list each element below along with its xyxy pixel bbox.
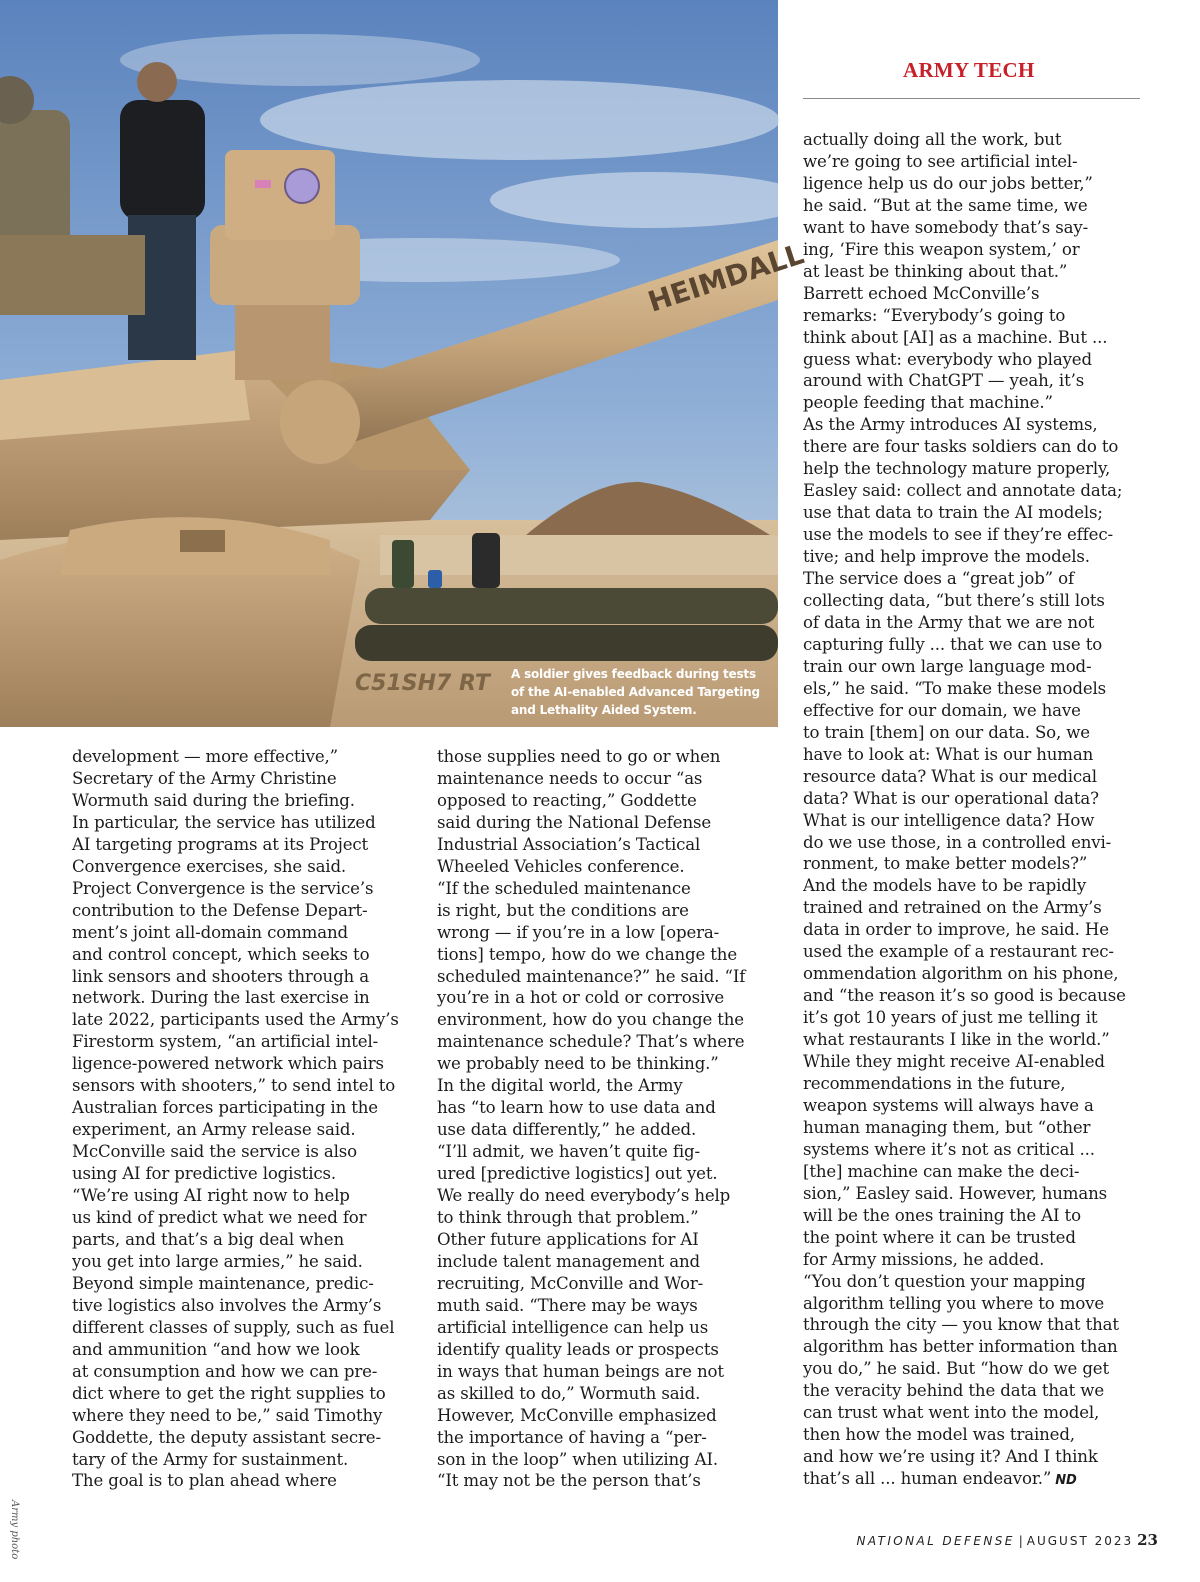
article-line: Wheeled Vehicles conference. (437, 856, 685, 876)
article-line: AI targeting programs at its Project (72, 834, 369, 854)
article-line: As the Army introduces AI systems, (803, 415, 1098, 435)
caption-line: A soldier gives feedback during tests (511, 667, 756, 681)
article-line: maintenance schedule? That’s where (437, 1032, 745, 1052)
article-line: algorithm has better information than (803, 1337, 1118, 1357)
article-line: around with ChatGPT — yeah, it’s (803, 371, 1085, 391)
article-line: Project Convergence is the service’s (72, 878, 374, 898)
article-line: can trust what went into the model, (803, 1403, 1100, 1423)
hull-marking: C51SH7 RT (355, 671, 490, 696)
article-line: link sensors and shooters through a (72, 966, 369, 986)
article-line: in ways that human beings are not (437, 1361, 724, 1381)
caption-line: and Lethality Aided System. (511, 703, 697, 717)
article-line: We really do need everybody’s help (437, 1186, 731, 1206)
article-line: McConville said the service is also (72, 1142, 358, 1162)
article-line: “We’re using AI right now to help (72, 1186, 350, 1206)
article-line: And the models have to be rapidly (803, 876, 1087, 896)
article-line: wrong — if you’re in a low [opera- (437, 922, 720, 942)
article-last-line (803, 1468, 1126, 1492)
article-line: son in the loop” when utilizing AI. (437, 1449, 719, 1469)
article-line: of data in the Army that we are not (803, 612, 1095, 632)
article-line: Goddette, the deputy assistant secre- (72, 1427, 381, 1447)
article-line: late 2022, participants used the Army’s (72, 1010, 399, 1030)
article-line: at consumption and how we can pre- (72, 1361, 378, 1381)
article-line: algorithm telling you where to move (803, 1293, 1105, 1313)
article-line: However, McConville emphasized (437, 1405, 717, 1425)
article-line: actually doing all the work, but (803, 130, 1062, 149)
article-line: ligence help us do our jobs better,” (803, 173, 1093, 193)
article-line: it’s got 10 years of just me telling it (803, 1008, 1098, 1028)
magazine-name: NATIONAL DEFENSE (856, 1534, 1015, 1548)
article-line: as skilled to do,” Wormuth said. (437, 1383, 701, 1403)
article-line: Australian forces participating in the (72, 1098, 378, 1118)
article-line: Secretary of the Army Christine (72, 768, 337, 788)
article-line: different classes of supply, such as fuel (72, 1317, 395, 1337)
article-line: and ammunition “and how we look (72, 1339, 360, 1359)
article-line: Other future applications for AI (437, 1229, 699, 1249)
article-line: you’re in a hot or cold or corrosive (437, 988, 725, 1008)
article-column-2 (437, 746, 745, 1492)
article-line: the veracity behind the data that we (803, 1381, 1105, 1401)
article-line: and how we’re using it? And I think (803, 1447, 1098, 1467)
article-line: What is our intelligence data? How (803, 810, 1095, 830)
article-line: The goal is to plan ahead where (72, 1471, 337, 1491)
article-line: collecting data, “but there’s still lots (803, 591, 1105, 611)
article-line: guess what: everybody who played (803, 349, 1092, 369)
article-line: experiment, an Army release said. (72, 1120, 356, 1140)
article-line: Industrial Association’s Tactical (437, 834, 701, 854)
barrel-marking: HEIMDALL (643, 237, 808, 319)
article-line: will be the ones training the AI to (803, 1205, 1081, 1225)
article-line: muth said. “There may be ways (437, 1295, 698, 1315)
article-line: we probably need to be thinking.” (437, 1054, 719, 1074)
article-line: identify quality leads or prospects (437, 1339, 719, 1359)
article-line: weapon systems will always have a (803, 1095, 1094, 1115)
article-line: use data differently,” he added. (437, 1120, 697, 1140)
article-line: there are four tasks soldiers can do to (803, 437, 1119, 457)
article-line: In the digital world, the Army (437, 1076, 683, 1096)
article-line: recruiting, McConville and Wor- (437, 1273, 704, 1293)
article-line: tions] tempo, how do we change the (437, 944, 737, 964)
article-photo (0, 0, 808, 727)
article-line: opposed to reacting,” Goddette (437, 790, 697, 810)
article-line: Beyond simple maintenance, predic- (72, 1273, 374, 1293)
article-column-1 (72, 746, 399, 1492)
article-line: contribution to the Defense Depart- (72, 900, 368, 920)
article-line: ured [predictive logistics] out yet. (437, 1164, 718, 1184)
article-line: tary of the Army for sustainment. (72, 1449, 349, 1469)
article-line: us kind of predict what we need for (72, 1208, 367, 1228)
article-line: what restaurants I like in the world.” (803, 1030, 1110, 1050)
article-line: effective for our domain, we have (803, 700, 1081, 720)
article-line: data in order to improve, he said. He (803, 920, 1109, 940)
page-footer (857, 1531, 1159, 1549)
article-line: he said. “But at the same time, we (803, 195, 1088, 215)
article-line: “If the scheduled maintenance (437, 878, 691, 898)
article-line: that’s all ... human endeavor.” (803, 1469, 1052, 1489)
issue-date: AUGUST 2023 (1026, 1534, 1134, 1548)
article-line: development — more effective,” (72, 747, 339, 766)
article-line: scheduled maintenance?” he said. “If (437, 966, 746, 986)
article-line: and “the reason it’s so good is because (803, 986, 1126, 1006)
photo-caption (511, 665, 771, 719)
article-line: While they might receive AI-enabled (803, 1052, 1105, 1072)
article-line: train our own large language mod- (803, 656, 1092, 676)
article-line: think about [AI] as a machine. But ... (803, 327, 1108, 347)
article-line: ment’s joint all-domain command (72, 922, 348, 942)
article-line: “It may not be the person that’s (437, 1471, 701, 1491)
article-line: you do,” he said. But “how do we get (803, 1359, 1110, 1379)
article-line: els,” he said. “To make these models (803, 678, 1107, 698)
article-line: help the technology mature properly, (803, 459, 1111, 479)
article-line: using AI for predictive logistics. (72, 1164, 336, 1184)
article-line: maintenance needs to occur “as (437, 768, 703, 788)
article-line: ligence-powered network which pairs (72, 1054, 384, 1074)
article-line: tive logistics also involves the Army’s (72, 1295, 382, 1315)
article-line: sion,” Easley said. However, humans (803, 1183, 1108, 1203)
tank-photo-illustration (0, 0, 808, 727)
article-line: ing, ‘Fire this weapon system,’ or (803, 239, 1080, 259)
article-line: is right, but the conditions are (437, 900, 689, 920)
article-line: recommendations in the future, (803, 1073, 1066, 1093)
article-line: data? What is our operational data? (803, 788, 1099, 808)
article-line: tive; and help improve the models. (803, 547, 1090, 567)
article-line: people feeding that machine.” (803, 393, 1053, 413)
article-line: those supplies need to go or when (437, 747, 721, 766)
article-line: used the example of a restaurant rec- (803, 942, 1114, 962)
article-line: to train [them] on our data. So, we (803, 722, 1090, 742)
end-mark: ND (1055, 1473, 1077, 1489)
footer-separator: | (1018, 1534, 1023, 1548)
page-number: 23 (1137, 1531, 1158, 1549)
article-column-3 (803, 129, 1126, 1492)
article-line: the importance of having a “per- (437, 1427, 707, 1447)
article-line: use the models to see if they’re effec- (803, 525, 1113, 545)
article-line: systems where it’s not as critical ... (803, 1139, 1095, 1159)
article-line: include talent management and (437, 1251, 701, 1271)
article-line: do we use those, in a controlled envi- (803, 832, 1112, 852)
article-line: have to look at: What is our human (803, 744, 1094, 764)
article-line: ronment, to make better models?” (803, 854, 1088, 874)
article-line: network. During the last exercise in (72, 988, 370, 1008)
section-title: ARMY TECH (903, 58, 1035, 82)
article-line: through the city — you know that that (803, 1315, 1119, 1335)
article-line: capturing fully ... that we can use to (803, 634, 1103, 654)
photo-credit: Army photo (9, 1500, 20, 1560)
article-line: human managing them, but “other (803, 1117, 1091, 1137)
article-line: Wormuth said during the briefing. (72, 790, 355, 810)
article-line: and control concept, which seeks to (72, 944, 370, 964)
article-line: Firestorm system, “an artificial intel- (72, 1032, 379, 1052)
article-line: we’re going to see artificial intel- (803, 151, 1078, 171)
article-line: [the] machine can make the deci- (803, 1161, 1080, 1181)
article-line: Convergence exercises, she said. (72, 856, 347, 876)
article-line: for Army missions, he added. (803, 1249, 1045, 1269)
caption-line: of the AI-enabled Advanced Targeting (511, 685, 760, 699)
article-line: want to have somebody that’s say- (803, 217, 1089, 237)
article-line: In particular, the service has utilized (72, 812, 376, 832)
article-line: the point where it can be trusted (803, 1227, 1076, 1247)
article-line: where they need to be,” said Timothy (72, 1405, 383, 1425)
article-line: artificial intelligence can help us (437, 1317, 709, 1337)
header-divider (803, 98, 1140, 99)
article-line: at least be thinking about that.” (803, 261, 1068, 281)
article-line: use that data to train the AI models; (803, 503, 1103, 523)
article-line: sensors with shooters,” to send intel to (72, 1076, 396, 1096)
article-line: has “to learn how to use data and (437, 1098, 716, 1118)
article-line: environment, how do you change the (437, 1010, 744, 1030)
article-line: Easley said: collect and annotate data; (803, 481, 1123, 501)
article-line: ommendation algorithm on his phone, (803, 964, 1119, 984)
article-line: you get into large armies,” he said. (72, 1251, 363, 1271)
article-line: remarks: “Everybody’s going to (803, 305, 1066, 325)
article-line: dict where to get the right supplies to (72, 1383, 386, 1403)
article-line: to think through that problem.” (437, 1208, 699, 1228)
article-line: “You don’t question your mapping (803, 1271, 1086, 1291)
article-line: trained and retrained on the Army’s (803, 898, 1102, 918)
article-line: Barrett echoed McConville’s (803, 283, 1040, 303)
article-line: resource data? What is our medical (803, 766, 1097, 786)
article-line: said during the National Defense (437, 812, 712, 832)
article-line: The service does a “great job” of (803, 569, 1074, 589)
article-line: “I’ll admit, we haven’t quite fig- (437, 1142, 700, 1162)
article-line: then how the model was trained, (803, 1425, 1075, 1445)
article-line: parts, and that’s a big deal when (72, 1229, 344, 1249)
